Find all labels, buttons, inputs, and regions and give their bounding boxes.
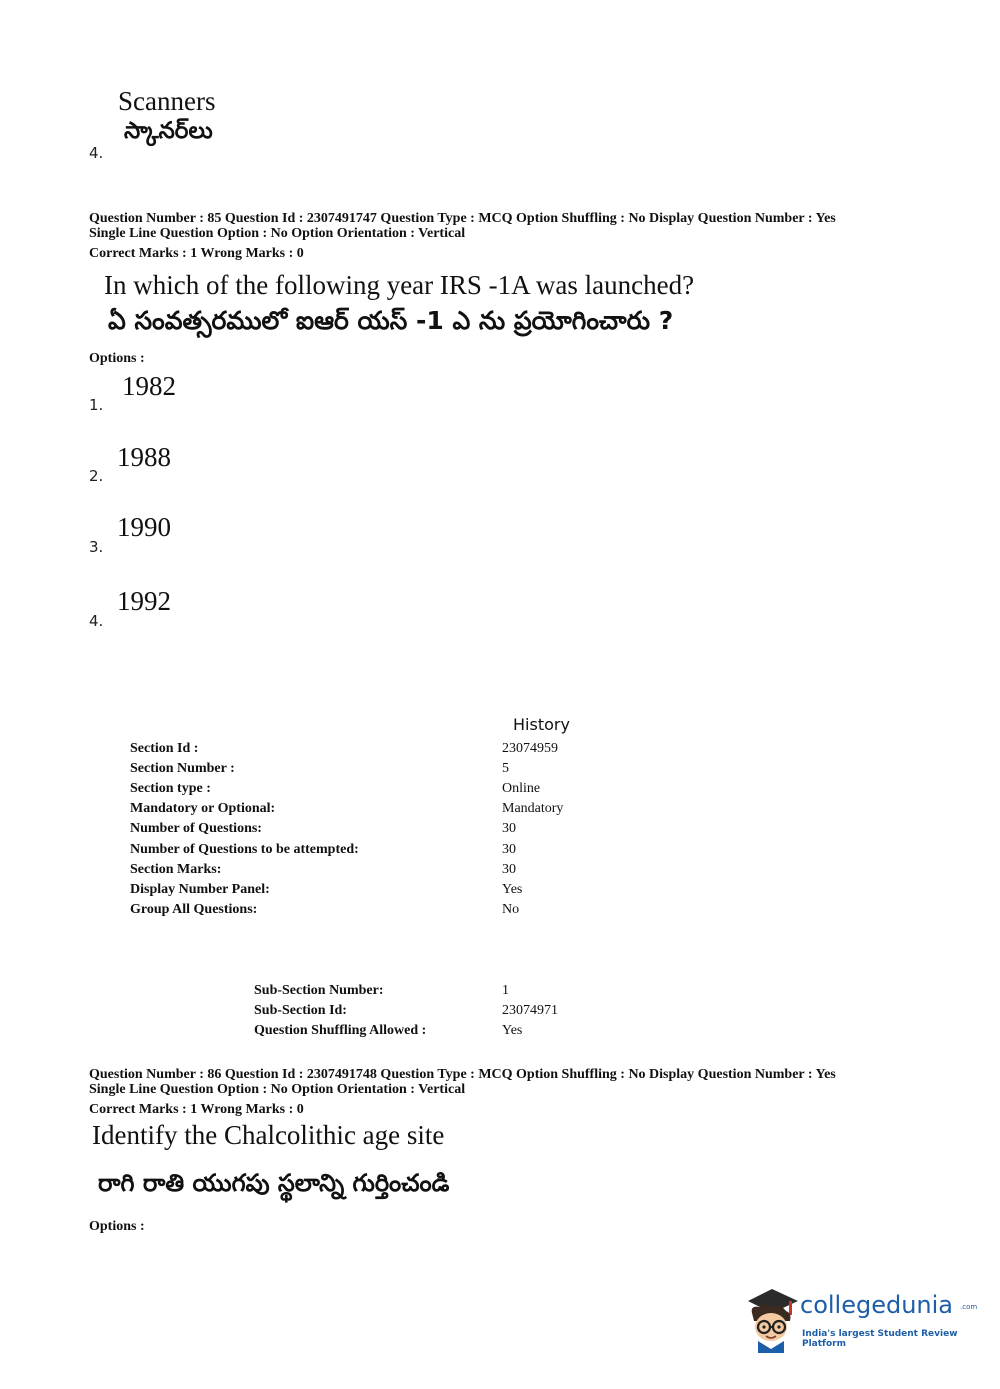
q86-question-english: Identify the Chalcolithic age site [92, 1120, 445, 1150]
q86-options-label: Options : [89, 1219, 145, 1234]
logo-com-suffix: .com [960, 1303, 978, 1311]
subsection-row-label: Sub-Section Number: [254, 983, 384, 998]
q85-meta-line-2: Single Line Question Option : No Option Orientation : Vertical [89, 226, 466, 241]
section-row-label: Number of Questions: [130, 821, 262, 836]
section-row-value: Yes [502, 882, 523, 897]
subsection-row-label: Sub-Section Id: [254, 1003, 347, 1018]
q85-question-telugu: ఏ సంవత్సరములో ఐఆర్ యస్ -1 ఎ ను ప్రయోగించారు ? [108, 306, 674, 335]
q85-option-2-number: 2. [89, 467, 104, 485]
q85-option-1-number: 1. [89, 396, 104, 414]
q85-option-3-text: 1990 [117, 512, 171, 542]
subsection-row-value: 1 [502, 983, 509, 998]
section-row-value: 5 [502, 761, 509, 776]
section-row-value: 23074959 [502, 741, 558, 756]
q85-options-label: Options : [89, 351, 145, 366]
q86-question-telugu: రాగి రాతి యుగపు స్థలాన్ని గుర్తించండి [98, 1169, 450, 1197]
q86-meta-line-2: Single Line Question Option : No Option Orientation : Vertical [89, 1082, 466, 1097]
q85-option-2-text: 1988 [117, 442, 171, 472]
prev-option-4-number: 4. [89, 144, 104, 162]
section-row-value: No [502, 902, 520, 917]
section-row-value: Mandatory [502, 801, 564, 816]
q86-meta-line-1: Question Number : 86 Question Id : 2307491748 Question Type : MCQ Option Shuffling : No Display Question Number : Yes [89, 1067, 836, 1082]
subsection-row-label: Question Shuffling Allowed : [254, 1023, 427, 1038]
q86-marks: Correct Marks : 1 Wrong Marks : 0 [89, 1102, 304, 1117]
section-row-value: Online [502, 781, 541, 796]
section-row-label: Group All Questions: [130, 902, 258, 917]
subsection-row-value: Yes [502, 1023, 523, 1038]
q85-meta-line-1: Question Number : 85 Question Id : 2307491747 Question Type : MCQ Option Shuffling : No Display Question Number : Yes [89, 211, 836, 226]
q85-question-english: In which of the following year IRS -1A was launched? [104, 270, 695, 300]
q85-option-4-number: 4. [89, 612, 104, 630]
logo-brand-text: collegedunia [800, 1291, 954, 1319]
q85-option-1-text: 1982 [122, 371, 176, 401]
section-row-label: Section Id : [130, 741, 199, 756]
section-row-label: Section type : [130, 781, 211, 796]
q85-option-3-number: 3. [89, 538, 104, 556]
section-title: History [513, 715, 570, 734]
prev-option-4-telugu: స్కానర్‌లు [124, 118, 213, 144]
section-row-label: Mandatory or Optional: [130, 801, 276, 816]
section-row-value: 30 [502, 842, 516, 857]
section-row-label: Section Number : [130, 761, 235, 776]
section-row-label: Number of Questions to be attempted: [130, 842, 359, 857]
prev-option-4-english: Scanners [118, 86, 216, 116]
section-row-value: 30 [502, 862, 516, 877]
collegedunia-logo [742, 1283, 978, 1353]
subsection-row-value: 23074971 [502, 1003, 558, 1018]
section-row-value: 30 [502, 821, 516, 836]
q85-marks: Correct Marks : 1 Wrong Marks : 0 [89, 246, 304, 261]
q85-option-4-text: 1992 [117, 586, 171, 616]
logo-tagline: India's largest Student Review Platform [802, 1329, 958, 1349]
mascot-icon [742, 1283, 802, 1353]
section-row-label: Section Marks: [130, 862, 222, 877]
section-row-label: Display Number Panel: [130, 882, 270, 897]
